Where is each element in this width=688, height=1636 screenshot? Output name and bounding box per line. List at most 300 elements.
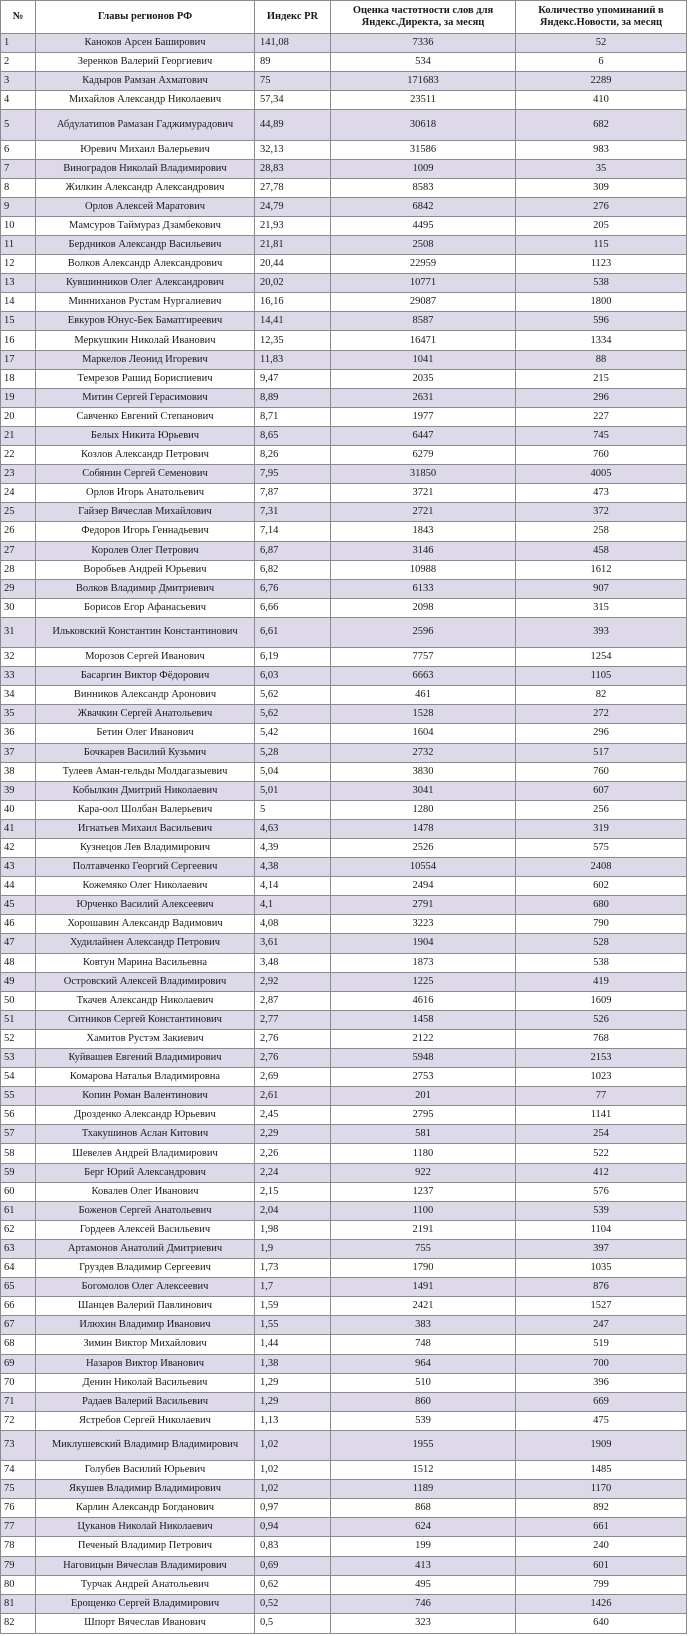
pr-index-cell: 21,81: [255, 236, 331, 255]
yandex-news-mentions-cell: 768: [516, 1029, 687, 1048]
table-row: [1, 312, 687, 331]
table-row: [1, 388, 687, 407]
governor-name-cell: Воробьев Андрей Юрьевич: [36, 560, 255, 579]
row-number-cell: 77: [1, 1518, 36, 1537]
table-row: [1, 724, 687, 743]
row-number-cell: 8: [1, 178, 36, 197]
yandex-news-mentions-cell: 319: [516, 819, 687, 838]
pr-index-cell: 6,82: [255, 560, 331, 579]
yandex-news-mentions-cell: 539: [516, 1201, 687, 1220]
yandex-news-mentions-cell: 1123: [516, 255, 687, 274]
table-row: [1, 1499, 687, 1518]
row-number-cell: 82: [1, 1613, 36, 1633]
yandex-news-mentions-cell: 258: [516, 522, 687, 541]
table-row: [1, 1087, 687, 1106]
table-row: [1, 1354, 687, 1373]
governor-name-cell: Бердников Александр Васильевич: [36, 236, 255, 255]
yandex-news-mentions-cell: 1612: [516, 560, 687, 579]
governor-name-cell: Шанцев Валерий Павлинович: [36, 1297, 255, 1316]
governor-name-cell: Игнатьев Михаил Васильевич: [36, 819, 255, 838]
governor-name-cell: Кузнецов Лев Владимирович: [36, 838, 255, 857]
pr-index-cell: 0,5: [255, 1613, 331, 1633]
governor-name-cell: Виноградов Николай Владимирович: [36, 159, 255, 178]
yandex-direct-frequency-cell: 1225: [331, 972, 516, 991]
pr-index-cell: 57,34: [255, 91, 331, 110]
row-number-cell: 69: [1, 1354, 36, 1373]
table-row: [1, 236, 687, 255]
yandex-news-mentions-cell: 538: [516, 274, 687, 293]
table-row: [1, 617, 687, 647]
table-row: [1, 522, 687, 541]
yandex-direct-frequency-cell: 2508: [331, 236, 516, 255]
row-number-cell: 24: [1, 484, 36, 503]
governor-name-cell: Тхакушинов Аслан Китович: [36, 1125, 255, 1144]
yandex-direct-frequency-cell: 3721: [331, 484, 516, 503]
table-row: [1, 369, 687, 388]
pr-index-cell: 141,08: [255, 34, 331, 53]
governor-name-cell: Тулеев Аман-гельды Молдагазыевич: [36, 762, 255, 781]
pr-index-cell: 5: [255, 800, 331, 819]
pr-index-cell: 11,83: [255, 350, 331, 369]
row-number-cell: 53: [1, 1049, 36, 1068]
pr-index-cell: 1,73: [255, 1259, 331, 1278]
yandex-direct-frequency-cell: 1458: [331, 1010, 516, 1029]
row-number-cell: 47: [1, 934, 36, 953]
governor-name-cell: Митин Сергей Герасимович: [36, 388, 255, 407]
pr-index-cell: 4,14: [255, 877, 331, 896]
yandex-direct-frequency-cell: 6663: [331, 667, 516, 686]
table-row: [1, 1297, 687, 1316]
governor-name-cell: Юрченко Василий Алексеевич: [36, 896, 255, 915]
yandex-direct-frequency-cell: 746: [331, 1594, 516, 1613]
governor-name-cell: Ковалев Олег Иванович: [36, 1182, 255, 1201]
governor-name-cell: Печеный Владимир Петрович: [36, 1537, 255, 1556]
governor-name-cell: Меркушкин Николай Иванович: [36, 331, 255, 350]
governor-name-cell: Богомолов Олег Алексеевич: [36, 1278, 255, 1297]
pr-index-cell: 5,01: [255, 781, 331, 800]
yandex-news-mentions-cell: 892: [516, 1499, 687, 1518]
pr-index-cell: 0,94: [255, 1518, 331, 1537]
yandex-news-mentions-cell: 519: [516, 1335, 687, 1354]
table-row: [1, 598, 687, 617]
row-number-cell: 16: [1, 331, 36, 350]
row-number-cell: 46: [1, 915, 36, 934]
header-pr-index: Индекс PR: [255, 1, 331, 34]
governor-name-cell: Михайлов Александр Николаевич: [36, 91, 255, 110]
row-number-cell: 54: [1, 1068, 36, 1087]
pr-index-cell: 1,29: [255, 1373, 331, 1392]
pr-index-cell: 1,38: [255, 1354, 331, 1373]
table-row: [1, 686, 687, 705]
governor-name-cell: Берг Юрий Александрович: [36, 1163, 255, 1182]
row-number-cell: 51: [1, 1010, 36, 1029]
governor-name-cell: Жвачкин Сергей Анатольевич: [36, 705, 255, 724]
table-row: [1, 91, 687, 110]
pr-index-cell: 8,89: [255, 388, 331, 407]
row-number-cell: 10: [1, 216, 36, 235]
row-number-cell: 35: [1, 705, 36, 724]
pr-index-cell: 12,35: [255, 331, 331, 350]
yandex-direct-frequency-cell: 5948: [331, 1049, 516, 1068]
governor-name-cell: Кобылкин Дмитрий Николаевич: [36, 781, 255, 800]
yandex-news-mentions-cell: 682: [516, 110, 687, 140]
yandex-news-mentions-cell: 1909: [516, 1430, 687, 1460]
yandex-news-mentions-cell: 1023: [516, 1068, 687, 1087]
row-number-cell: 58: [1, 1144, 36, 1163]
table-row: [1, 896, 687, 915]
pr-index-cell: 4,63: [255, 819, 331, 838]
table-row: [1, 140, 687, 159]
table-row: [1, 110, 687, 140]
yandex-news-mentions-cell: 680: [516, 896, 687, 915]
pr-index-cell: 20,44: [255, 255, 331, 274]
row-number-cell: 27: [1, 541, 36, 560]
table-row: [1, 426, 687, 445]
row-number-cell: 48: [1, 953, 36, 972]
governor-name-cell: Волков Владимир Дмитриевич: [36, 579, 255, 598]
governor-name-cell: Кувшинников Олег Александрович: [36, 274, 255, 293]
governor-name-cell: Савченко Евгений Степанович: [36, 407, 255, 426]
yandex-news-mentions-cell: 528: [516, 934, 687, 953]
yandex-news-mentions-cell: 410: [516, 91, 687, 110]
governor-name-cell: Бетин Олег Иванович: [36, 724, 255, 743]
yandex-news-mentions-cell: 419: [516, 972, 687, 991]
yandex-news-mentions-cell: 522: [516, 1144, 687, 1163]
yandex-direct-frequency-cell: 383: [331, 1316, 516, 1335]
pr-index-cell: 2,76: [255, 1029, 331, 1048]
yandex-news-mentions-cell: 601: [516, 1556, 687, 1575]
table-row: [1, 1182, 687, 1201]
yandex-direct-frequency-cell: 199: [331, 1537, 516, 1556]
table-row: [1, 465, 687, 484]
row-number-cell: 19: [1, 388, 36, 407]
yandex-news-mentions-cell: 473: [516, 484, 687, 503]
yandex-news-mentions-cell: 247: [516, 1316, 687, 1335]
governor-name-cell: Козлов Александр Петрович: [36, 446, 255, 465]
governor-name-cell: Ильковский Константин Константинович: [36, 617, 255, 647]
pr-index-cell: 21,93: [255, 216, 331, 235]
table-row: [1, 915, 687, 934]
yandex-news-mentions-cell: 2153: [516, 1049, 687, 1068]
table-row: [1, 934, 687, 953]
row-number-cell: 75: [1, 1480, 36, 1499]
yandex-news-mentions-cell: 790: [516, 915, 687, 934]
row-number-cell: 25: [1, 503, 36, 522]
table-row: [1, 1556, 687, 1575]
row-number-cell: 36: [1, 724, 36, 743]
pr-index-cell: 2,69: [255, 1068, 331, 1087]
governor-name-cell: Морозов Сергей Иванович: [36, 648, 255, 667]
table-row: [1, 1278, 687, 1297]
yandex-news-mentions-cell: 296: [516, 724, 687, 743]
pr-index-cell: 5,42: [255, 724, 331, 743]
yandex-direct-frequency-cell: 860: [331, 1392, 516, 1411]
pr-index-cell: 2,04: [255, 1201, 331, 1220]
row-number-cell: 29: [1, 579, 36, 598]
yandex-news-mentions-cell: 1105: [516, 667, 687, 686]
table-row: [1, 446, 687, 465]
pr-index-cell: 8,26: [255, 446, 331, 465]
governor-name-cell: Наговицын Вячеслав Владимирович: [36, 1556, 255, 1575]
yandex-news-mentions-cell: 576: [516, 1182, 687, 1201]
governor-name-cell: Басаргин Виктор Фёдорович: [36, 667, 255, 686]
row-number-cell: 6: [1, 140, 36, 159]
yandex-direct-frequency-cell: 2122: [331, 1029, 516, 1048]
governor-name-cell: Минниханов Рустам Нургалиевич: [36, 293, 255, 312]
yandex-news-mentions-cell: 205: [516, 216, 687, 235]
row-number-cell: 22: [1, 446, 36, 465]
row-number-cell: 5: [1, 110, 36, 140]
yandex-direct-frequency-cell: 3223: [331, 915, 516, 934]
pr-index-cell: 3,48: [255, 953, 331, 972]
row-number-cell: 80: [1, 1575, 36, 1594]
row-number-cell: 31: [1, 617, 36, 647]
yandex-direct-frequency-cell: 10988: [331, 560, 516, 579]
yandex-direct-frequency-cell: 1790: [331, 1259, 516, 1278]
row-number-cell: 39: [1, 781, 36, 800]
pr-index-cell: 0,97: [255, 1499, 331, 1518]
yandex-news-mentions-cell: 35: [516, 159, 687, 178]
yandex-direct-frequency-cell: 922: [331, 1163, 516, 1182]
table-row: [1, 541, 687, 560]
row-number-cell: 62: [1, 1220, 36, 1239]
yandex-direct-frequency-cell: 510: [331, 1373, 516, 1392]
table-row: [1, 1392, 687, 1411]
yandex-direct-frequency-cell: 1280: [331, 800, 516, 819]
row-number-cell: 15: [1, 312, 36, 331]
pr-index-cell: 4,38: [255, 858, 331, 877]
yandex-direct-frequency-cell: 2631: [331, 388, 516, 407]
table-row: [1, 197, 687, 216]
yandex-news-mentions-cell: 272: [516, 705, 687, 724]
pr-index-cell: 8,65: [255, 426, 331, 445]
yandex-direct-frequency-cell: 2596: [331, 617, 516, 647]
yandex-direct-frequency-cell: 2526: [331, 838, 516, 857]
table-row: [1, 705, 687, 724]
row-number-cell: 34: [1, 686, 36, 705]
table-row: [1, 293, 687, 312]
table-row: [1, 1411, 687, 1430]
row-number-cell: 21: [1, 426, 36, 445]
table-row: [1, 1201, 687, 1220]
table-row: [1, 53, 687, 72]
governor-name-cell: Ткачев Александр Николаевич: [36, 991, 255, 1010]
header-number: №: [1, 1, 36, 34]
table-row: [1, 1373, 687, 1392]
governor-name-cell: Федоров Игорь Геннадьевич: [36, 522, 255, 541]
pr-index-cell: 28,83: [255, 159, 331, 178]
yandex-news-mentions-cell: 596: [516, 312, 687, 331]
table-row: [1, 255, 687, 274]
governor-name-cell: Королев Олег Петрович: [36, 541, 255, 560]
governor-name-cell: Борисов Егор Афанасьевич: [36, 598, 255, 617]
governor-name-cell: Абдулатипов Рамазан Гаджимурадович: [36, 110, 255, 140]
row-number-cell: 64: [1, 1259, 36, 1278]
table-row: [1, 1537, 687, 1556]
yandex-news-mentions-cell: 52: [516, 34, 687, 53]
table-row: [1, 484, 687, 503]
yandex-news-mentions-cell: 799: [516, 1575, 687, 1594]
yandex-direct-frequency-cell: 1528: [331, 705, 516, 724]
pr-index-cell: 2,45: [255, 1106, 331, 1125]
yandex-direct-frequency-cell: 1100: [331, 1201, 516, 1220]
table-row: [1, 1144, 687, 1163]
row-number-cell: 26: [1, 522, 36, 541]
yandex-news-mentions-cell: 309: [516, 178, 687, 197]
yandex-direct-frequency-cell: 1041: [331, 350, 516, 369]
pr-index-cell: 0,83: [255, 1537, 331, 1556]
yandex-direct-frequency-cell: 964: [331, 1354, 516, 1373]
governor-name-cell: Хамитов Рустэм Закиевич: [36, 1029, 255, 1048]
yandex-news-mentions-cell: 517: [516, 743, 687, 762]
row-number-cell: 74: [1, 1461, 36, 1480]
pr-index-cell: 14,41: [255, 312, 331, 331]
governor-name-cell: Худилайнен Александр Петрович: [36, 934, 255, 953]
row-number-cell: 1: [1, 34, 36, 53]
table-row: [1, 1220, 687, 1239]
yandex-news-mentions-cell: 640: [516, 1613, 687, 1633]
pr-index-cell: 9,47: [255, 369, 331, 388]
row-number-cell: 79: [1, 1556, 36, 1575]
table-row: [1, 1125, 687, 1144]
yandex-direct-frequency-cell: 2035: [331, 369, 516, 388]
table-row: [1, 1029, 687, 1048]
governor-name-cell: Зеренков Валерий Георгиевич: [36, 53, 255, 72]
yandex-direct-frequency-cell: 868: [331, 1499, 516, 1518]
yandex-news-mentions-cell: 254: [516, 1125, 687, 1144]
governor-name-cell: Ястребов Сергей Николаевич: [36, 1411, 255, 1430]
row-number-cell: 68: [1, 1335, 36, 1354]
row-number-cell: 52: [1, 1029, 36, 1048]
table-row: [1, 407, 687, 426]
row-number-cell: 55: [1, 1087, 36, 1106]
table-row: [1, 743, 687, 762]
table-row: [1, 1049, 687, 1068]
row-number-cell: 14: [1, 293, 36, 312]
governor-name-cell: Ситников Сергей Константинович: [36, 1010, 255, 1029]
pr-index-cell: 1,98: [255, 1220, 331, 1239]
governor-name-cell: Якушев Владимир Владимирович: [36, 1480, 255, 1499]
table-row: [1, 1316, 687, 1335]
row-number-cell: 7: [1, 159, 36, 178]
yandex-news-mentions-cell: 745: [516, 426, 687, 445]
yandex-news-mentions-cell: 315: [516, 598, 687, 617]
pr-index-cell: 24,79: [255, 197, 331, 216]
yandex-direct-frequency-cell: 534: [331, 53, 516, 72]
yandex-direct-frequency-cell: 755: [331, 1239, 516, 1258]
governor-name-cell: Зимин Виктор Михайлович: [36, 1335, 255, 1354]
pr-index-cell: 0,62: [255, 1575, 331, 1594]
governor-name-cell: Ковтун Марина Васильевна: [36, 953, 255, 972]
pr-index-cell: 3,61: [255, 934, 331, 953]
row-number-cell: 28: [1, 560, 36, 579]
yandex-direct-frequency-cell: 2753: [331, 1068, 516, 1087]
yandex-direct-frequency-cell: 1977: [331, 407, 516, 426]
yandex-direct-frequency-cell: 1189: [331, 1480, 516, 1499]
row-number-cell: 4: [1, 91, 36, 110]
yandex-news-mentions-cell: 1334: [516, 331, 687, 350]
row-number-cell: 43: [1, 858, 36, 877]
row-number-cell: 66: [1, 1297, 36, 1316]
governor-name-cell: Гордеев Алексей Васильевич: [36, 1220, 255, 1239]
yandex-news-mentions-cell: 661: [516, 1518, 687, 1537]
pr-index-cell: 2,77: [255, 1010, 331, 1029]
table-body: [1, 34, 687, 1634]
yandex-news-mentions-cell: 4005: [516, 465, 687, 484]
pr-index-cell: 5,62: [255, 686, 331, 705]
row-number-cell: 67: [1, 1316, 36, 1335]
pr-index-cell: 8,71: [255, 407, 331, 426]
pr-index-cell: 1,29: [255, 1392, 331, 1411]
yandex-direct-frequency-cell: 461: [331, 686, 516, 705]
governor-name-cell: Орлов Игорь Анатольевич: [36, 484, 255, 503]
pr-index-cell: 6,03: [255, 667, 331, 686]
governor-name-cell: Белых Никита Юрьевич: [36, 426, 255, 445]
pr-index-cell: 1,02: [255, 1430, 331, 1460]
yandex-direct-frequency-cell: 16471: [331, 331, 516, 350]
governor-name-cell: Цуканов Николай Николаевич: [36, 1518, 255, 1537]
table-row: [1, 34, 687, 53]
pr-index-cell: 7,14: [255, 522, 331, 541]
table-row: [1, 159, 687, 178]
row-number-cell: 70: [1, 1373, 36, 1392]
pr-index-cell: 2,87: [255, 991, 331, 1010]
pr-index-cell: 0,69: [255, 1556, 331, 1575]
pr-index-cell: 1,9: [255, 1239, 331, 1258]
row-number-cell: 11: [1, 236, 36, 255]
governor-name-cell: Карлин Александр Богданович: [36, 1499, 255, 1518]
yandex-direct-frequency-cell: 2721: [331, 503, 516, 522]
yandex-direct-frequency-cell: 1843: [331, 522, 516, 541]
table-row: [1, 781, 687, 800]
row-number-cell: 73: [1, 1430, 36, 1460]
table-row: [1, 1480, 687, 1499]
yandex-news-mentions-cell: 1609: [516, 991, 687, 1010]
yandex-direct-frequency-cell: 1604: [331, 724, 516, 743]
pr-index-cell: 6,19: [255, 648, 331, 667]
pr-index-cell: 6,61: [255, 617, 331, 647]
row-number-cell: 41: [1, 819, 36, 838]
governor-name-cell: Боженов Сергей Анатольевич: [36, 1201, 255, 1220]
yandex-direct-frequency-cell: 29087: [331, 293, 516, 312]
header-yandex-direct: Оценка частотности слов для Яндекс.Директа, за месяц: [331, 1, 516, 34]
yandex-news-mentions-cell: 1527: [516, 1297, 687, 1316]
governor-name-cell: Копин Роман Валентинович: [36, 1087, 255, 1106]
governor-name-cell: Бочкарев Василий Кузьмич: [36, 743, 255, 762]
row-number-cell: 59: [1, 1163, 36, 1182]
governor-name-cell: Радаев Валерий Васильевич: [36, 1392, 255, 1411]
table-row: [1, 1010, 687, 1029]
row-number-cell: 81: [1, 1594, 36, 1613]
row-number-cell: 13: [1, 274, 36, 293]
pr-index-cell: 7,87: [255, 484, 331, 503]
yandex-direct-frequency-cell: 1009: [331, 159, 516, 178]
yandex-direct-frequency-cell: 2494: [331, 877, 516, 896]
governor-name-cell: Евкуров Юнус-Бек Баматгиреевич: [36, 312, 255, 331]
pr-index-cell: 2,26: [255, 1144, 331, 1163]
pr-index-cell: 16,16: [255, 293, 331, 312]
yandex-direct-frequency-cell: 1873: [331, 953, 516, 972]
yandex-direct-frequency-cell: 2098: [331, 598, 516, 617]
yandex-news-mentions-cell: 396: [516, 1373, 687, 1392]
table-row: [1, 216, 687, 235]
yandex-news-mentions-cell: 700: [516, 1354, 687, 1373]
yandex-direct-frequency-cell: 1904: [331, 934, 516, 953]
yandex-direct-frequency-cell: 6279: [331, 446, 516, 465]
row-number-cell: 40: [1, 800, 36, 819]
yandex-direct-frequency-cell: 3041: [331, 781, 516, 800]
yandex-news-mentions-cell: 1035: [516, 1259, 687, 1278]
